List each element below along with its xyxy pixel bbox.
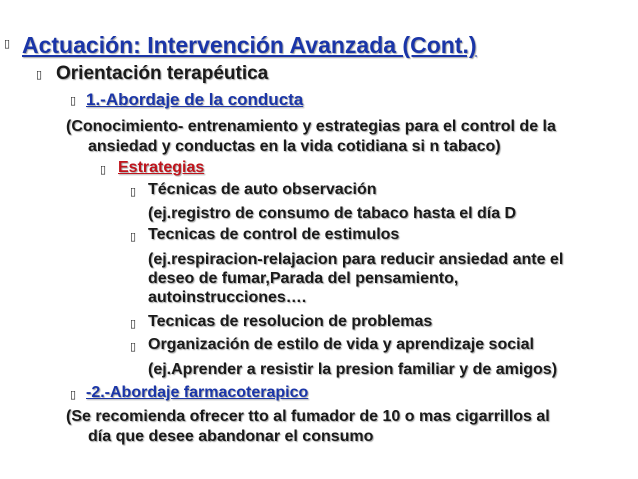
- section2-note-line2: día que desee abandonar el consumo: [88, 428, 374, 445]
- strategy-detail: autoinstrucciones….: [148, 289, 307, 306]
- bullet-icon: ▯: [130, 341, 137, 353]
- bullet-icon: ▯: [130, 231, 137, 243]
- strategy-detail: (ej.respiracion-relajacion para reducir ansiedad ante el: [148, 251, 564, 268]
- section1-note-line1: (Conocimiento- entrenamiento y estrategias para el control de la: [66, 118, 556, 135]
- subtitle: Orientación terapéutica: [56, 63, 269, 84]
- strategies-label: Estrategias: [118, 159, 205, 176]
- strategy-item: Tecnicas de control de estimulos: [148, 226, 400, 243]
- bullet-icon: ▯: [4, 38, 11, 50]
- strategy-detail: deseo de fumar,Parada del pensamiento,: [148, 270, 459, 287]
- bullet-icon: ▯: [36, 69, 43, 81]
- section2-note-line1: (Se recomienda ofrecer tto al fumador de 10 o mas cigarrillos al: [66, 408, 550, 425]
- slide-title: Actuación: Intervención Avanzada (Cont.): [22, 32, 477, 58]
- bullet-icon: ▯: [100, 164, 107, 176]
- section1-note-line2: ansiedad y conductas en la vida cotidiana si n tabaco): [88, 138, 501, 155]
- section1-heading: 1.-Abordaje de la conducta: [86, 90, 304, 109]
- strategy-item: Organización de estilo de vida y aprendizaje social: [148, 336, 534, 353]
- bullet-icon: ▯: [130, 318, 137, 330]
- bullet-icon: ▯: [70, 95, 77, 107]
- strategy-item: Técnicas de auto observación: [148, 181, 377, 198]
- section2-heading: -2.-Abordaje farmacoterapico: [86, 384, 309, 401]
- strategy-detail: (ej.Aprender a resistir la presion familiar y de amigos): [148, 361, 558, 378]
- strategy-item: Tecnicas de resolucion de problemas: [148, 313, 433, 330]
- strategy-detail: (ej.registro de consumo de tabaco hasta el día D: [148, 205, 517, 222]
- bullet-icon: ▯: [130, 186, 137, 198]
- bullet-icon: ▯: [70, 389, 77, 401]
